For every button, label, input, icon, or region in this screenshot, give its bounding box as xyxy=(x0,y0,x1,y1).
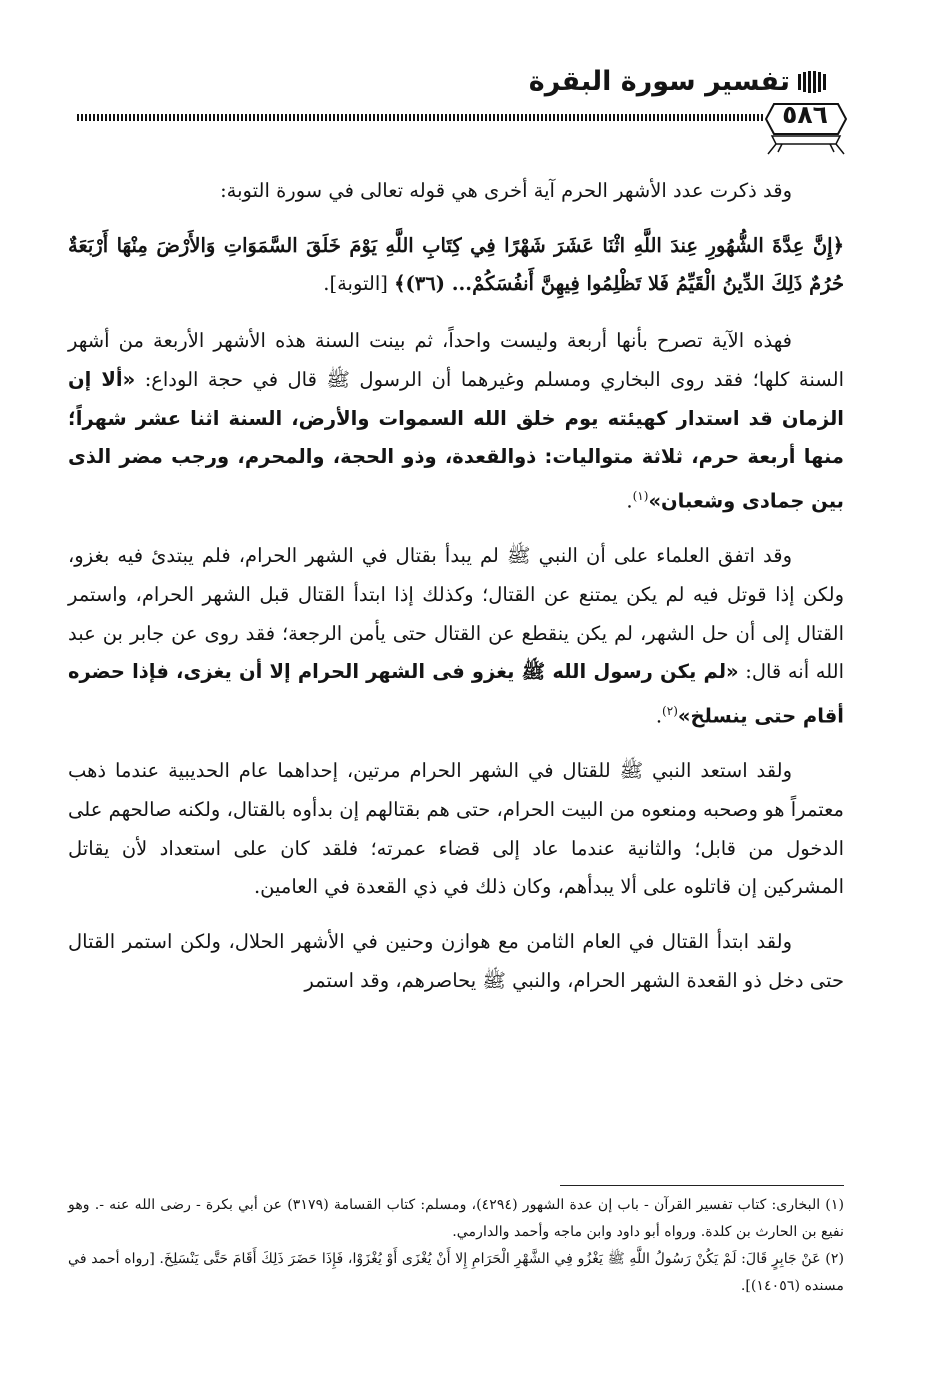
header-rule xyxy=(77,114,765,121)
header-ornament-icon xyxy=(796,70,830,94)
page-number: ٥٨٦ xyxy=(782,100,828,129)
paragraph-5 xyxy=(68,923,844,1000)
paragraph-3: وقد اتفق العلماء على أن النبي ﷺ لم يبدأ بقتال في الشهر الحرام، فلم يبتدئ فيه بغزو، ولكن إذا قوتل فيه لم يكن يمتنع عن القتال؛ وكذلك إذا ابتدأ القتال قبل الشهر الحرام، واستمر القتال إلى أن حل الشهر، لم يكن ينقطع عن القتال حتى يأمن الرجعة؛ فقد روى عن جابر بن عبد الله أنه قال: «لم يكن رسول الله ﷺ يغزو فى الشهر الحرام إلا أن يغزى، فإذا حضره أقام حتى ينسلخ»$^{(٢)}$. xyxy=(68,544,844,728)
hadith-quote-1: «ألا إن الزمان قد استدار كهيئته يوم خلق الله السموات والأرض، السنة اثنا عشر شهراً؛ منها أربعة حرم، ثلاثة متواليات: ذوالقعدة، وذو الحجة، والمحرم، ورجب مضر الذى بين جمادى وشعبان» xyxy=(68,367,844,513)
paragraph-5-text: ولقد ابتدأ القتال في العام الثامن مع هوازن وحنين في الأشهر الحلال، ولكن استمر القتال حتى دخل ذو القعدة الشهر الحرام، والنبي ﷺ يحاصرهم، وقد استمر xyxy=(68,929,844,992)
paragraph-1 xyxy=(68,172,844,211)
running-title: تفسير سورة البقرة xyxy=(528,66,790,97)
footnote-1: (١) البخارى: كتاب تفسير القرآن - باب إن عدة الشهور (٤٢٩٤)، ومسلم: كتاب القسامة (٣١٧٩) عن أبي بكرة - رضى الله عنه -. وهو نفيع بن الحارث بن كلدة. ورواه أبو داود وابن ماجه وأحمد والدارمي. xyxy=(68,1197,844,1240)
paragraph-2: فهذه الآية تصرح بأنها أربعة وليست واحداً، ثم بينت السنة هذه الأشهر الأربعة من أشهر السنة كلها؛ فقد روى البخاري ومسلم وغيرهما أن الرسول ﷺ قال في حجة الوداع: «ألا إن الزمان قد استدار كهيئته يوم خلق الله السموات والأرض، السنة اثنا عشر شهراً؛ منها أربعة حرم، ثلاثة متواليات: ذوالقعدة، وذو الحجة، والمحرم، ورجب مضر الذى بين جمادى وشعبان»$^{(١)}$. xyxy=(68,329,845,513)
main-text xyxy=(68,172,844,1016)
quran-verse xyxy=(68,227,844,304)
surah-reference: [التوبة]. xyxy=(323,272,388,296)
footnote-2: (٢) عَنْ جَابِرٍ قَالَ: لَمْ يَكُنْ رَسُولُ اللَّهِ ﷺ يَغْزُو فِي الشَّهْرِ الْحَرَامِ إِلا أَنْ يُغْزَى أَوْ يُغْزَوْا، فَإِذَا حَضَرَ ذَلِكَ أَقَامَ حَتَّى يَنْسَلِخَ. [رواه أحمد في مسنده (١٤٠٥٦)]. xyxy=(68,1251,844,1294)
paragraph-2-text: فهذه الآية تصرح بأنها أربعة وليست واحداً، ثم بينت السنة هذه الأشهر الأربعة من أشهر السنة كلها؛ فقد روى البخاري ومسلم وغيرهما أن الرسول ﷺ قال في حجة الوداع: xyxy=(68,329,845,391)
paragraph-1-intro: وقد ذكرت عدد الأشهر الحرم آية أخرى هي قوله تعالى في سورة التوبة: xyxy=(220,179,792,202)
footnote-separator xyxy=(560,1185,844,1186)
quran-ayah: ﴿إِنَّ عِدَّةَ الشُّهُورِ عِندَ اللَّهِ اثْنَا عَشَرَ شَهْرًا فِي كِتَابِ اللَّهِ يَوْمَ خَلَقَ السَّمَوَاتِ وَالأَرْضَ مِنْهَا أَرْبَعَةٌ حُرُمٌ ذَلِكَ الدِّينُ الْقَيِّمُ فَلا تَظْلِمُوا فِيهِنَّ أَنفُسَكُمْ... (٣٦)﴾ xyxy=(68,233,844,296)
paragraph-4 xyxy=(68,752,844,907)
paragraph-4-text: ولقد استعد النبي ﷺ للقتال في الشهر الحرام مرتين، إحداهما عام الحديبية عندما ذهب معتمراً هو وصحبه ومنعوه من البيت الحرام، حتى هم بقتالهم إن بدأوه بالقتال، ولكنه صالحهم على الدخول من قابل؛ والثانية عندما عاد إلى قضاء عمرته؛ فلقد كان على استعداد لأن يقاتل المشركين إن قاتلوه على ألا يبدأهم، وكان ذلك في ذي القعدة في العامين. xyxy=(68,759,844,899)
footnote-ref-1: (١) xyxy=(632,488,649,503)
footnote-ref-2: (٢) xyxy=(662,703,678,718)
paragraph-3-text: وقد اتفق العلماء على أن النبي ﷺ لم يبدأ بقتال في الشهر الحرام، فلم يبتدئ فيه بغزو، ولكن إذا قوتل فيه لم يكن يمتنع عن القتال؛ وكذلك إذا ابتدأ القتال قبل الشهر الحرام، واستمر القتال إلى أن حل الشهر، لم يكن ينقطع عن القتال حتى يأمن الرجعة؛ فقد روى عن جابر بن عبد الله أنه قال: xyxy=(68,544,844,684)
footnotes xyxy=(68,1192,844,1300)
hadith-quote-2: «لم يكن رسول الله ﷺ يغزو فى الشهر الحرام إلا أن يغزى، فإذا حضره أقام حتى ينسلخ» xyxy=(68,660,844,728)
